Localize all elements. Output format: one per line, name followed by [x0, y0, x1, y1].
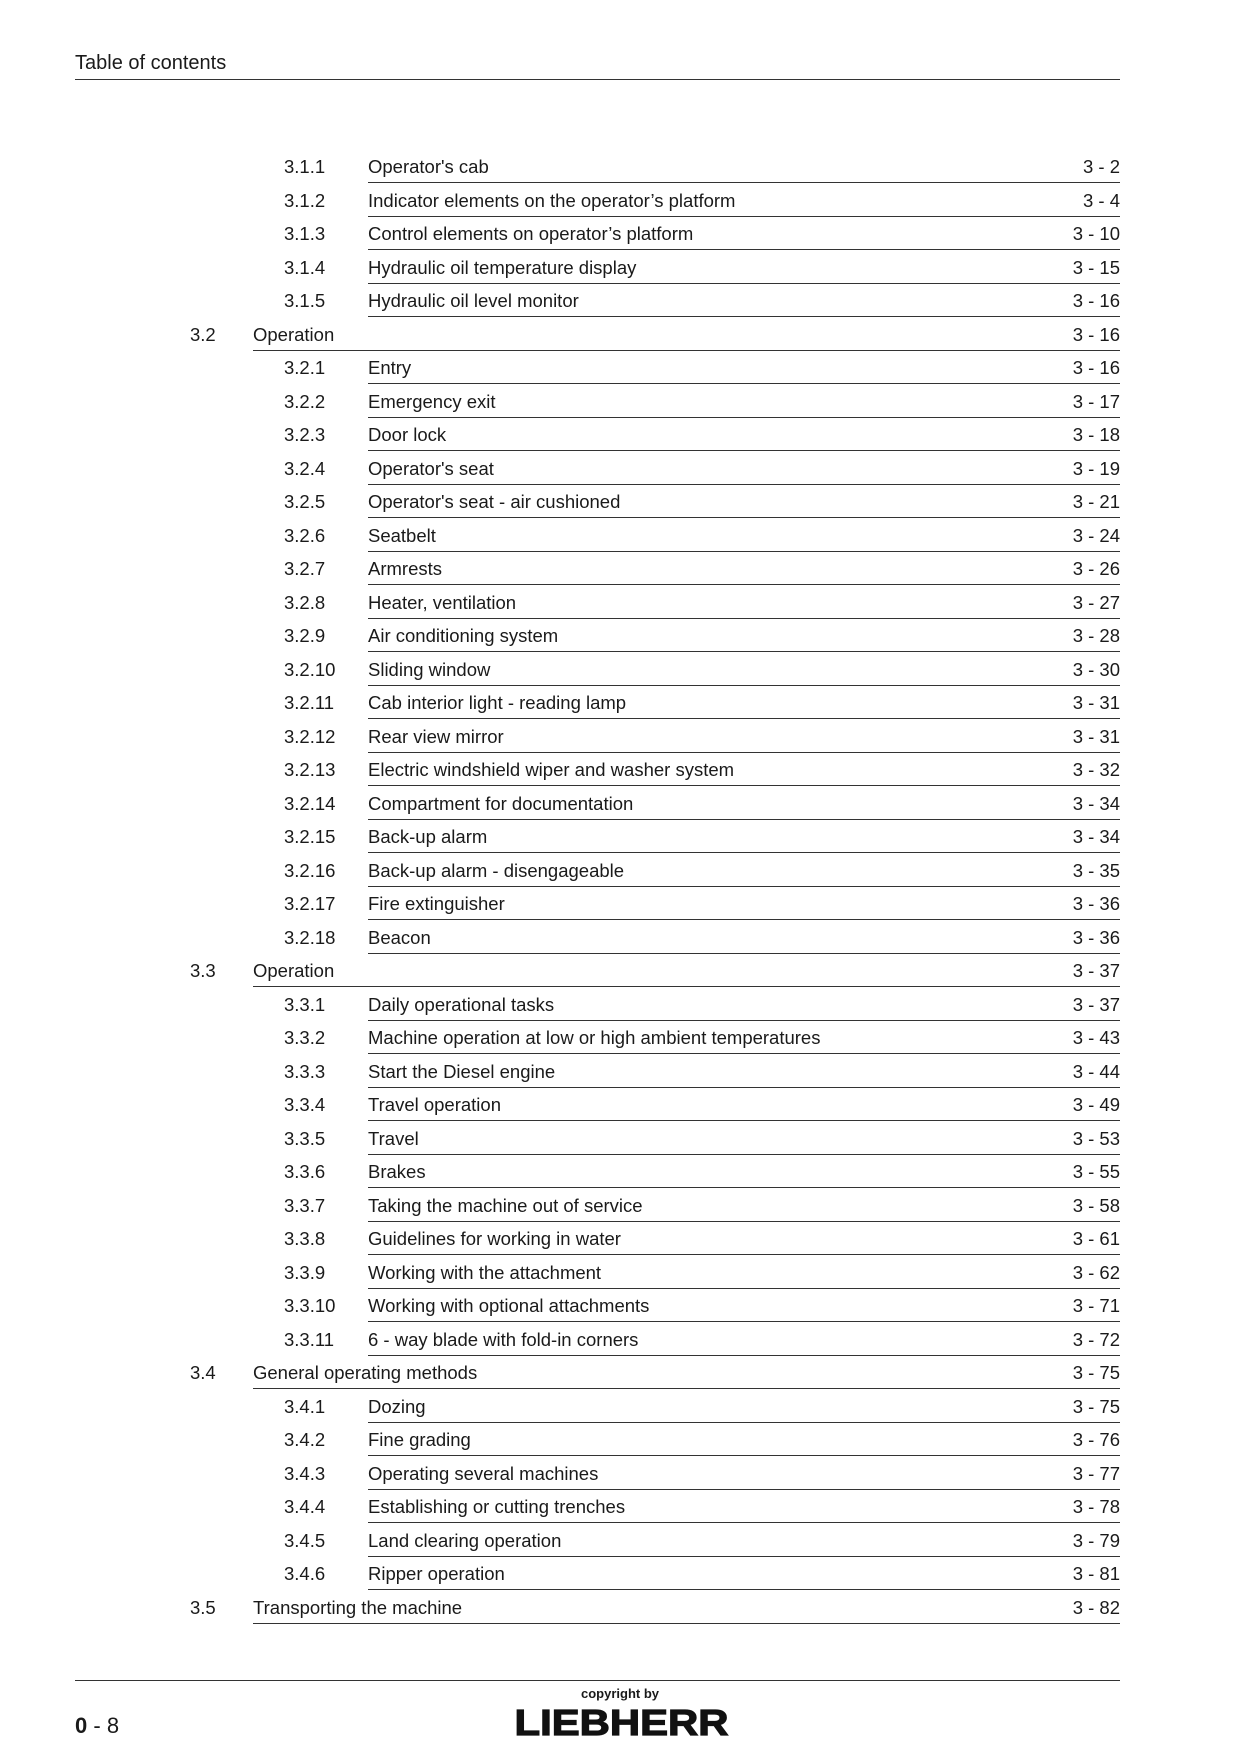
toc-title: Dozing — [368, 1395, 426, 1417]
toc-number: 3.5 — [190, 1596, 216, 1618]
toc-underline — [368, 283, 1120, 284]
toc-number: 3.2.7 — [284, 558, 326, 579]
toc-number: 3.2.17 — [284, 893, 336, 914]
toc-page-ref: 3 - 26 — [1072, 558, 1120, 579]
toc-entry-row[interactable] — [0, 422, 1241, 456]
toc-title: Transporting the machine — [253, 1596, 463, 1618]
toc-number: 3.4 — [190, 1362, 216, 1383]
toc-page-ref: 3 - 32 — [1072, 759, 1120, 780]
toc-page-ref: 3 - 79 — [1072, 1529, 1120, 1551]
toc-entry-row[interactable] — [0, 824, 1241, 858]
toc-underline — [368, 685, 1120, 686]
toc-page-ref: 3 - 2 — [1082, 156, 1120, 177]
toc-section-row[interactable] — [0, 1360, 1241, 1394]
toc-number: 3.3.4 — [284, 1094, 326, 1115]
toc-page-ref: 3 - 76 — [1072, 1429, 1120, 1450]
toc-number: 3.2.1 — [284, 357, 326, 378]
toc-number: 3.2.14 — [284, 792, 336, 814]
toc-number: 3.3.7 — [284, 1194, 326, 1216]
toc-title: Operation — [253, 960, 335, 981]
toc-section-row[interactable] — [0, 958, 1241, 992]
toc-page-ref: 3 - 82 — [1072, 1596, 1120, 1618]
toc-title: Hydraulic oil level monitor — [368, 290, 579, 311]
toc-underline — [368, 1422, 1120, 1423]
toc-page-ref: 3 - 21 — [1072, 491, 1120, 512]
page-number-page: 8 — [106, 1713, 120, 1738]
toc-page-ref: 3 - 43 — [1072, 1027, 1120, 1048]
toc-page-ref: 3 - 34 — [1072, 826, 1120, 847]
toc-entry-row[interactable] — [0, 1193, 1241, 1227]
toc-page-ref: 3 - 16 — [1072, 290, 1120, 311]
toc-page-ref: 3 - 17 — [1072, 390, 1120, 412]
toc-title: Armrests — [368, 558, 442, 579]
toc-underline — [368, 517, 1120, 518]
toc-number: 3.3.10 — [284, 1295, 336, 1316]
toc-underline — [368, 484, 1120, 485]
liebherr-logo — [513, 1704, 730, 1740]
toc-entry-row[interactable] — [0, 255, 1241, 289]
toc-underline — [368, 551, 1120, 552]
toc-page-ref: 3 - 35 — [1072, 859, 1120, 881]
toc-entry-row[interactable] — [0, 858, 1241, 892]
toc-entry-row[interactable] — [0, 1059, 1241, 1093]
toc-underline — [368, 1053, 1120, 1054]
toc-entry-row[interactable] — [0, 1126, 1241, 1160]
toc-number: 3.2 — [190, 323, 216, 345]
toc-number: 3.1.3 — [284, 223, 326, 244]
toc-underline — [368, 1288, 1120, 1289]
toc-page-ref: 3 - 75 — [1072, 1362, 1120, 1383]
toc-entry-row[interactable] — [0, 1394, 1241, 1428]
toc-title: Operating several machines — [368, 1462, 599, 1484]
toc-number: 3.4.3 — [284, 1462, 326, 1484]
toc-underline — [368, 1522, 1120, 1523]
toc-page-ref: 3 - 49 — [1072, 1094, 1120, 1115]
toc-entry-row[interactable] — [0, 1159, 1241, 1193]
toc-section-row[interactable] — [0, 322, 1241, 356]
toc-entry-row[interactable] — [0, 154, 1241, 188]
toc-page-ref: 3 - 37 — [1072, 993, 1120, 1015]
toc-page-ref: 3 - 78 — [1072, 1496, 1120, 1517]
toc-page-ref: 3 - 19 — [1072, 457, 1120, 479]
toc-page-ref: 3 - 71 — [1072, 1295, 1120, 1316]
toc-number: 3.3.6 — [284, 1161, 326, 1182]
toc-number: 3.2.18 — [284, 926, 336, 948]
toc-number: 3.2.12 — [284, 725, 336, 747]
table-of-contents — [0, 154, 1241, 1628]
toc-underline — [253, 1388, 1120, 1389]
toc-entry-row[interactable] — [0, 556, 1241, 590]
logo-text: LIEBHERR — [514, 1704, 729, 1740]
toc-number: 3.1.5 — [284, 290, 326, 311]
toc-page-ref: 3 - 24 — [1072, 524, 1120, 546]
toc-underline — [368, 1020, 1120, 1021]
toc-page-ref: 3 - 55 — [1072, 1161, 1120, 1182]
toc-title: Machine operation at low or high ambient temperatures — [368, 1027, 821, 1048]
toc-entry-row[interactable] — [0, 657, 1241, 691]
toc-entry-row[interactable] — [0, 1327, 1241, 1361]
toc-entry-row[interactable] — [0, 221, 1241, 255]
toc-underline — [368, 1589, 1120, 1590]
toc-underline — [368, 785, 1120, 786]
toc-number: 3.2.8 — [284, 591, 326, 613]
toc-underline — [253, 986, 1120, 987]
toc-entry-row[interactable] — [0, 791, 1241, 825]
toc-underline — [368, 450, 1120, 451]
toc-title: Establishing or cutting trenches — [368, 1496, 626, 1517]
toc-underline — [368, 1355, 1120, 1356]
toc-page-ref: 3 - 36 — [1072, 893, 1120, 914]
toc-underline — [368, 316, 1120, 317]
toc-underline — [368, 1556, 1120, 1557]
toc-title: 6 - way blade with fold-in corners — [368, 1328, 639, 1350]
toc-title: Working with optional attachments — [368, 1295, 650, 1316]
toc-underline — [253, 350, 1120, 351]
toc-entry-row[interactable] — [0, 1226, 1241, 1260]
footer-divider — [75, 1680, 1120, 1681]
toc-title: Hydraulic oil temperature display — [368, 256, 637, 278]
toc-title: Rear view mirror — [368, 725, 504, 747]
toc-number: 3.4.5 — [284, 1529, 326, 1551]
toc-page-ref: 3 - 58 — [1072, 1194, 1120, 1216]
toc-underline — [368, 1221, 1120, 1222]
toc-number: 3.3.9 — [284, 1261, 326, 1283]
page-number-separator: - — [87, 1713, 107, 1738]
toc-title: Start the Diesel engine — [368, 1060, 556, 1082]
toc-entry-row[interactable] — [0, 523, 1241, 557]
toc-page-ref: 3 - 28 — [1072, 625, 1120, 646]
toc-page-ref: 3 - 16 — [1072, 357, 1120, 378]
toc-underline — [368, 618, 1120, 619]
page-number-chapter: 0 — [75, 1713, 88, 1738]
toc-underline — [368, 182, 1120, 183]
toc-title: Air conditioning system — [368, 625, 559, 646]
toc-title: Operator's seat — [368, 457, 494, 479]
toc-title: Indicator elements on the operator’s platform — [368, 189, 736, 211]
toc-title: Ripper operation — [368, 1563, 505, 1584]
toc-entry-row[interactable] — [0, 1494, 1241, 1528]
toc-entry-row[interactable] — [0, 757, 1241, 791]
toc-entry-row[interactable] — [0, 288, 1241, 322]
toc-number: 3.1.1 — [284, 156, 326, 177]
toc-number: 3.3.3 — [284, 1060, 326, 1082]
toc-underline — [368, 852, 1120, 853]
toc-underline — [368, 819, 1120, 820]
toc-page-ref: 3 - 44 — [1072, 1060, 1120, 1082]
toc-underline — [368, 1187, 1120, 1188]
toc-title: Fine grading — [368, 1429, 471, 1450]
toc-page-ref: 3 - 75 — [1072, 1395, 1120, 1417]
toc-title: Cab interior light - reading lamp — [368, 692, 627, 713]
toc-underline — [368, 919, 1120, 920]
toc-title: General operating methods — [253, 1362, 478, 1383]
toc-page-ref: 3 - 27 — [1072, 591, 1120, 613]
toc-number: 3.2.5 — [284, 491, 326, 512]
toc-entry-row[interactable] — [0, 925, 1241, 959]
toc-entry-row[interactable] — [0, 389, 1241, 423]
toc-title: Electric windshield wiper and washer system — [368, 759, 735, 780]
toc-number: 3.4.6 — [284, 1563, 326, 1584]
toc-number: 3.3.8 — [284, 1228, 326, 1249]
toc-underline — [368, 1154, 1120, 1155]
toc-underline — [368, 584, 1120, 585]
toc-number: 3.2.15 — [284, 826, 336, 847]
toc-underline — [368, 1120, 1120, 1121]
toc-page-ref: 3 - 34 — [1072, 792, 1120, 814]
toc-underline — [368, 651, 1120, 652]
toc-number: 3.2.4 — [284, 457, 326, 479]
toc-underline — [368, 752, 1120, 753]
toc-page-ref: 3 - 30 — [1072, 658, 1120, 680]
page-number — [75, 1713, 119, 1739]
toc-entry-row[interactable] — [0, 1561, 1241, 1595]
toc-entry-row[interactable] — [0, 456, 1241, 490]
toc-title: Operator's seat - air cushioned — [368, 491, 621, 512]
toc-number: 3.4.1 — [284, 1395, 326, 1417]
toc-entry-row[interactable] — [0, 1260, 1241, 1294]
toc-number: 3.2.2 — [284, 390, 326, 412]
toc-number: 3.2.9 — [284, 625, 326, 646]
toc-underline — [368, 1455, 1120, 1456]
toc-title: Working with the attachment — [368, 1261, 602, 1283]
toc-number: 3.1.4 — [284, 256, 326, 278]
toc-title: Beacon — [368, 926, 431, 948]
toc-number: 3.2.10 — [284, 658, 336, 680]
page-header — [75, 50, 1120, 80]
toc-number: 3.3 — [190, 960, 216, 981]
toc-underline — [368, 953, 1120, 954]
toc-number: 3.1.2 — [284, 189, 326, 211]
toc-underline — [368, 1321, 1120, 1322]
toc-title: Emergency exit — [368, 390, 496, 412]
toc-entry-row[interactable] — [0, 590, 1241, 624]
copyright-label: copyright by — [580, 1686, 659, 1701]
toc-underline — [368, 718, 1120, 719]
toc-entry-row[interactable] — [0, 355, 1241, 389]
toc-page-ref: 3 - 53 — [1072, 1127, 1120, 1149]
toc-underline — [368, 1489, 1120, 1490]
toc-page-ref: 3 - 31 — [1072, 725, 1120, 747]
toc-entry-row[interactable] — [0, 1092, 1241, 1126]
toc-title: Land clearing operation — [368, 1529, 562, 1551]
toc-number: 3.3.2 — [284, 1027, 326, 1048]
toc-title: Guidelines for working in water — [368, 1228, 621, 1249]
toc-entry-row[interactable] — [0, 1528, 1241, 1562]
toc-entry-row[interactable] — [0, 992, 1241, 1026]
toc-page-ref: 3 - 72 — [1072, 1328, 1120, 1350]
toc-number: 3.2.13 — [284, 759, 336, 780]
toc-page-ref: 3 - 18 — [1072, 424, 1120, 445]
toc-number: 3.4.4 — [284, 1496, 326, 1517]
toc-entry-row[interactable] — [0, 1427, 1241, 1461]
toc-title: Travel operation — [368, 1094, 501, 1115]
toc-underline — [368, 216, 1120, 217]
toc-title: Brakes — [368, 1161, 426, 1182]
toc-entry-row[interactable] — [0, 489, 1241, 523]
toc-title: Fire extinguisher — [368, 893, 505, 914]
toc-underline — [368, 417, 1120, 418]
toc-entry-row[interactable] — [0, 623, 1241, 657]
toc-title: Heater, ventilation — [368, 591, 517, 613]
toc-underline — [368, 1087, 1120, 1088]
toc-underline — [368, 249, 1120, 250]
toc-title: Control elements on operator’s platform — [368, 223, 694, 244]
toc-title: Back-up alarm — [368, 826, 488, 847]
toc-number: 3.3.5 — [284, 1127, 326, 1149]
toc-page-ref: 3 - 62 — [1072, 1261, 1120, 1283]
toc-entry-row[interactable] — [0, 1461, 1241, 1495]
toc-underline — [368, 886, 1120, 887]
toc-page-ref: 3 - 4 — [1082, 189, 1120, 211]
toc-title: Door lock — [368, 424, 447, 445]
toc-page-ref: 3 - 31 — [1072, 692, 1120, 713]
toc-entry-row[interactable] — [0, 1025, 1241, 1059]
toc-entry-row[interactable] — [0, 690, 1241, 724]
toc-entry-row[interactable] — [0, 891, 1241, 925]
toc-entry-row[interactable] — [0, 188, 1241, 222]
toc-title: Sliding window — [368, 658, 491, 680]
toc-page-ref: 3 - 81 — [1072, 1563, 1120, 1584]
toc-entry-row[interactable] — [0, 724, 1241, 758]
toc-number: 3.3.1 — [284, 993, 326, 1015]
toc-page-ref: 3 - 10 — [1072, 223, 1120, 244]
toc-title: Travel — [368, 1127, 419, 1149]
toc-title: Taking the machine out of service — [368, 1194, 643, 1216]
toc-number: 3.2.16 — [284, 859, 336, 881]
toc-page-ref: 3 - 15 — [1072, 256, 1120, 278]
toc-page-ref: 3 - 61 — [1072, 1228, 1120, 1249]
header-title: Table of contents — [75, 52, 227, 74]
toc-number: 3.4.2 — [284, 1429, 326, 1450]
toc-number: 3.2.3 — [284, 424, 326, 445]
toc-entry-row[interactable] — [0, 1293, 1241, 1327]
toc-title: Daily operational tasks — [368, 993, 555, 1015]
toc-page-ref: 3 - 37 — [1072, 960, 1120, 981]
toc-title: Seatbelt — [368, 524, 436, 546]
toc-page-ref: 3 - 16 — [1072, 323, 1120, 345]
toc-page-ref: 3 - 36 — [1072, 926, 1120, 948]
toc-number: 3.2.6 — [284, 524, 326, 546]
toc-title: Compartment for documentation — [368, 792, 634, 814]
toc-underline — [368, 1254, 1120, 1255]
toc-number: 3.2.11 — [284, 692, 335, 713]
toc-title: Entry — [368, 357, 412, 378]
toc-title: Back-up alarm - disengageable — [368, 859, 625, 881]
toc-underline — [368, 383, 1120, 384]
toc-title: Operation — [253, 323, 335, 345]
toc-underline — [253, 1623, 1120, 1624]
toc-title: Operator's cab — [368, 156, 489, 177]
toc-section-row[interactable] — [0, 1595, 1241, 1629]
toc-number: 3.3.11 — [284, 1328, 335, 1350]
toc-page-ref: 3 - 77 — [1072, 1462, 1120, 1484]
